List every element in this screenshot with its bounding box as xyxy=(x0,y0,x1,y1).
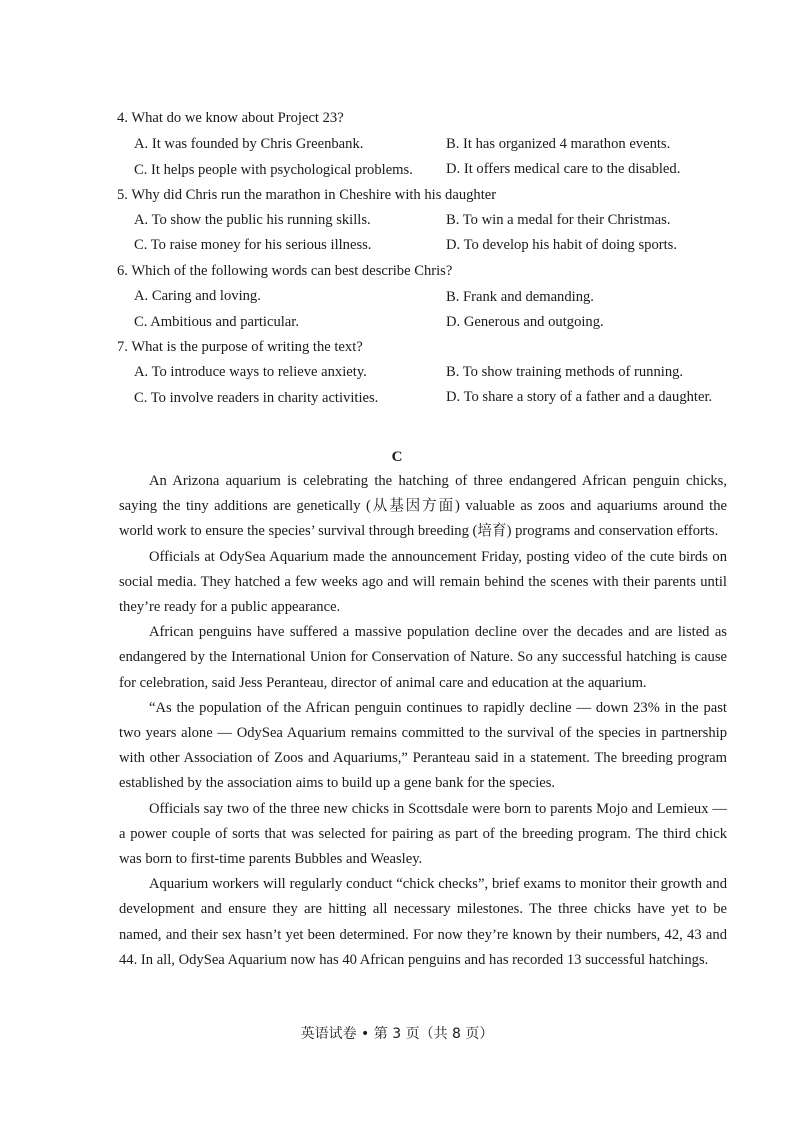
question-6-stem: 6. Which of the following words can best describe Chris? xyxy=(117,263,453,279)
question-5-option-d: D. To develop his habit of doing sports. xyxy=(446,237,677,253)
question-5-stem: 5. Why did Chris run the marathon in Cheshire with his daughter xyxy=(117,187,497,203)
question-6-option-c: C. Ambitious and particular. xyxy=(134,314,299,330)
question-5-option-c: C. To raise money for his serious illness. xyxy=(134,237,372,253)
question-4-option-a: A. It was founded by Chris Greenbank. xyxy=(134,136,364,152)
question-4-option-c: C. It helps people with psychological problems. xyxy=(134,162,413,178)
question-5-option-b: B. To win a medal for their Christmas. xyxy=(446,212,671,228)
passage-paragraph-3: African penguins have suffered a massive population decline over the decades and are listed as endangered by the International Union for Conservation of Nature. So any successful hatching is cause for celebration, said Jess Peranteau, director of animal care and education at the aquarium. xyxy=(119,624,727,691)
question-7-option-d: D. To share a story of a father and a daughter. xyxy=(446,389,713,405)
passage-paragraph-1: An Arizona aquarium is celebrating the hatching of three endangered African penguin chicks, saying the tiny additions are genetically (从基因方面) valuable as zoos and aquariums around the world work to ensure the species’ survival through breeding (培育) programs and conservation efforts. xyxy=(119,473,727,540)
question-6-option-b: B. Frank and demanding. xyxy=(446,289,594,305)
passage-paragraph-5: Officials say two of the three new chicks in Scottsdale were born to parents Mojo and Lemieux — a power couple of sorts that was selected for pairing as part of the breeding program. The third chick was born to first-time parents Bubbles and Weasley. xyxy=(119,800,727,868)
question-4-option-b: B. It has organized 4 marathon events. xyxy=(446,136,671,152)
question-6-option-a: A. Caring and loving. xyxy=(134,288,261,304)
reading-passage xyxy=(119,469,727,973)
question-4-option-d: D. It offers medical care to the disabled. xyxy=(446,161,681,177)
question-7-option-c: C. To involve readers in charity activities. xyxy=(134,390,379,406)
section-title: C xyxy=(391,449,403,465)
passage-paragraph-2: Officials at OdySea Aquarium made the announcement Friday, posting video of the cute birds on social media. They hatched a few weeks ago and will remain behind the scenes with their parents until they’re ready for a public appearance. xyxy=(119,548,727,616)
question-4-stem: 4. What do we know about Project 23? xyxy=(117,110,344,126)
passage-paragraph-6: Aquarium workers will regularly conduct “chick checks”, brief exams to monitor their growth and development and ensure they are hitting all necessary milestones. The three chicks have yet to be named, and their sex hasn’t yet been determined. For now they’re known by their numbers, 42, 43 and 44. In all, OdySea Aquarium now has 40 African penguins and has recorded 13 successful hatchings. xyxy=(119,876,727,968)
question-6-option-d: D. Generous and outgoing. xyxy=(446,314,604,330)
page-footer: 英语试卷 • 第 3 页（共 8 页） xyxy=(300,1026,494,1042)
question-7-option-a: A. To introduce ways to relieve anxiety. xyxy=(134,364,367,380)
question-7-stem: 7. What is the purpose of writing the text? xyxy=(117,339,363,355)
passage-paragraph-4: “As the population of the African penguin continues to rapidly decline — down 23% in the past two years alone — OdySea Aquarium remains committed to the survival of the species in partnership with other Association of Zoos and Aquariums,” Peranteau said in a statement. The breeding program established by the association aims to build up a gene bank for the species. xyxy=(119,699,727,792)
question-7-option-b: B. To show training methods of running. xyxy=(446,364,684,380)
question-5-option-a: A. To show the public his running skills. xyxy=(134,212,371,228)
